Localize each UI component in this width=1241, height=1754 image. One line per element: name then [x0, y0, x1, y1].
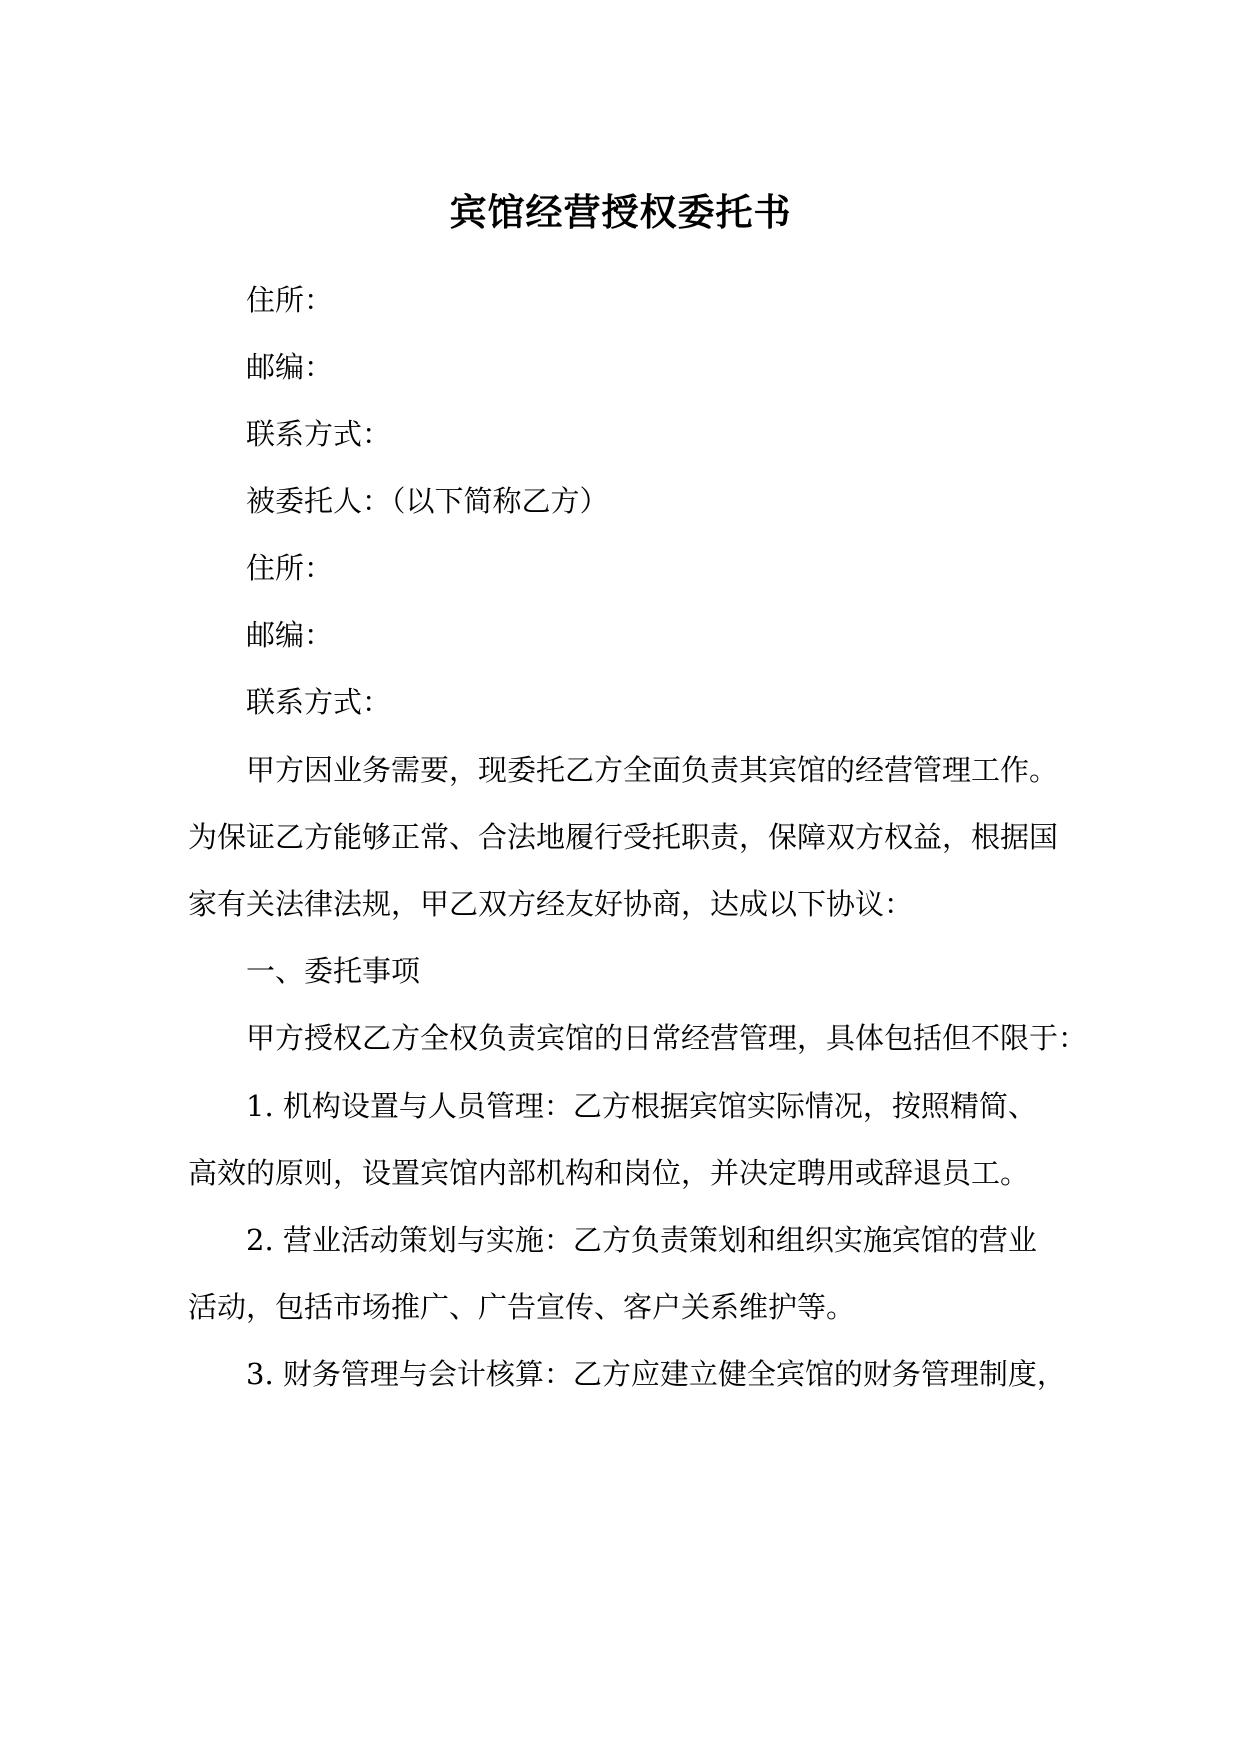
agent-postcode-label: 邮编： — [246, 618, 334, 652]
item-2-line-2: 活动，包括市场推广、广告宣传、客户关系维护等。 — [188, 1290, 856, 1324]
item-3-line-1: 3. 财务管理与会计核算：乙方应建立健全宾馆的财务管理制度， — [246, 1357, 1066, 1391]
item-1-line-1: 1. 机构设置与人员管理：乙方根据宾馆实际情况，按照精简、 — [246, 1089, 1037, 1123]
agent-address-label: 住所： — [246, 551, 334, 585]
preamble-line-3: 家有关法律法规，甲乙双方经友好协商，达成以下协议： — [188, 887, 914, 921]
agent-contact-label: 联系方式： — [246, 685, 392, 719]
section-1-heading: 一、委托事项 — [246, 954, 421, 988]
preamble-line-1: 甲方因业务需要，现委托乙方全面负责其宾馆的经营管理工作。 — [246, 753, 1059, 787]
item-2-line-1: 2. 营业活动策划与实施：乙方负责策划和组织实施宾馆的营业 — [246, 1223, 1037, 1257]
principal-postcode-label: 邮编： — [246, 350, 334, 384]
principal-contact-label: 联系方式： — [246, 417, 392, 451]
section-1-intro: 甲方授权乙方全权负责宾馆的日常经营管理，具体包括但不限于： — [246, 1021, 1088, 1055]
preamble-line-2: 为保证乙方能够正常、合法地履行受托职责，保障双方权益，根据国 — [188, 820, 1059, 854]
document-title: 宾馆经营授权委托书 — [449, 190, 792, 234]
agent-label: 被委托人：（以下简称乙方） — [246, 484, 609, 518]
principal-address-label: 住所： — [246, 283, 334, 317]
item-1-line-2: 高效的原则，设置宾馆内部机构和岗位，并决定聘用或辞退员工。 — [188, 1156, 1030, 1190]
